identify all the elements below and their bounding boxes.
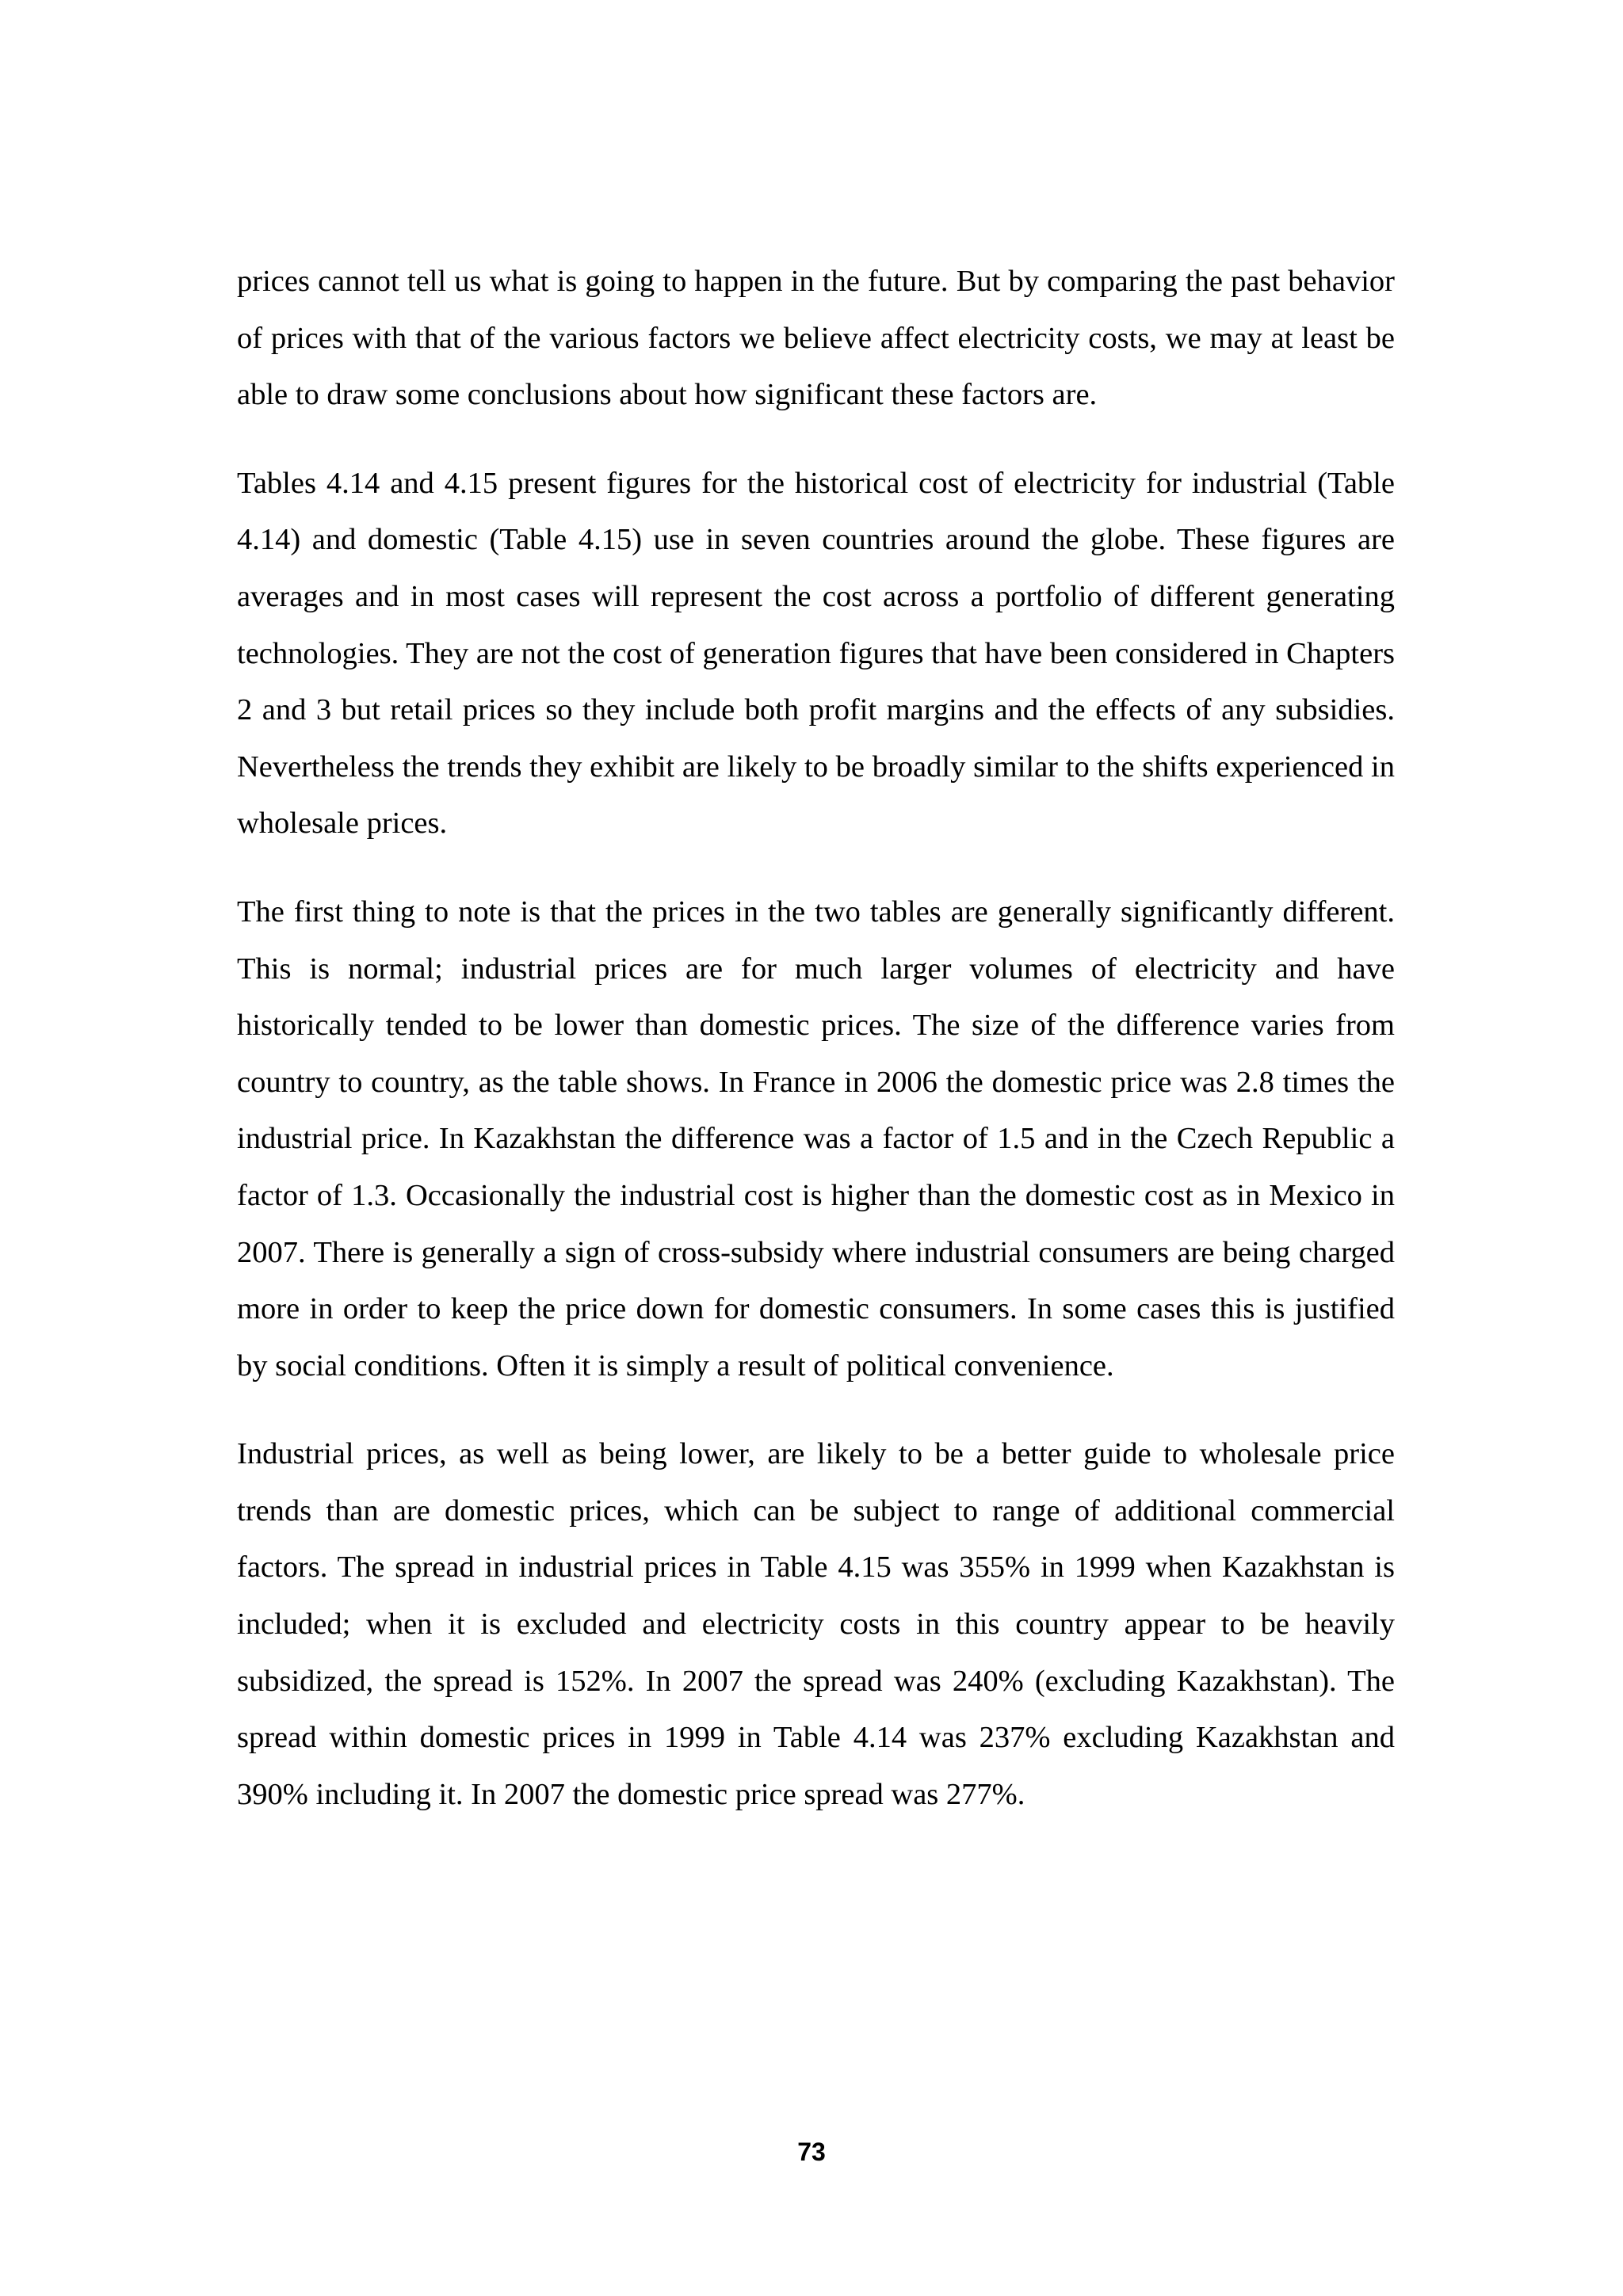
paragraph-3: The first thing to note is that the prices in the two tables are generally significantly different. This is normal; industrial prices are for much larger volumes of electricity and have historically tended to be lower than domestic prices. The size of the difference varies from country to country, as the table shows. In France in 2006 the domestic price was 2.8 times the industrial price. In Kazakhstan the difference was a factor of 1.5 and in the Czech Republic a factor of 1.3. Occasionally the industrial cost is higher than the domestic cost as in Mexico in 2007. There is generally a sign of cross-subsidy where industrial consumers are being charged more in order to keep the price down for domestic consumers. In some cases this is justified by social conditions. Often it is simply a result of political convenience. <box>237 894 1395 1383</box>
body-text <box>237 254 1395 1823</box>
paragraph-4: Industrial prices, as well as being lower, are likely to be a better guide to wholesale price trends than are domestic prices, which can be subject to range of additional commercial factors. The spread in industrial prices in Table 4.15 was 355% in 1999 when Kazakhstan is included; when it is excluded and electricity costs in this country appear to be heavily subsidized, the spread is 152%. In 2007 the spread was 240% (excluding Kazakhstan). The spread within domestic prices in 1999 in Table 4.14 was 237% excluding Kazakhstan and 390% including it. In 2007 the domestic price spread was 277%. <box>237 1437 1395 1811</box>
page-number: 73 <box>797 2138 826 2166</box>
paragraph-1: prices cannot tell us what is going to happen in the future. But by comparing the past behavior of prices with that of the various factors we believe affect electricity costs, we may at least be able to draw some conclusions about how significant these factors are. <box>237 265 1395 412</box>
paragraph-2: Tables 4.14 and 4.15 present figures for the historical cost of electricity for industrial (Table 4.14) and domestic (Table 4.15) use in seven countries around the globe. These figures are averages and in most cases will represent the cost across a portfolio of different generating technologies. They are not the cost of generation figures that have been considered in Chapters 2 and 3 but retail prices so they include both profit margins and the effects of any subsidies. Nevertheless the trends they exhibit are likely to be broadly similar to the shifts experienced in wholesale prices. <box>237 466 1395 841</box>
